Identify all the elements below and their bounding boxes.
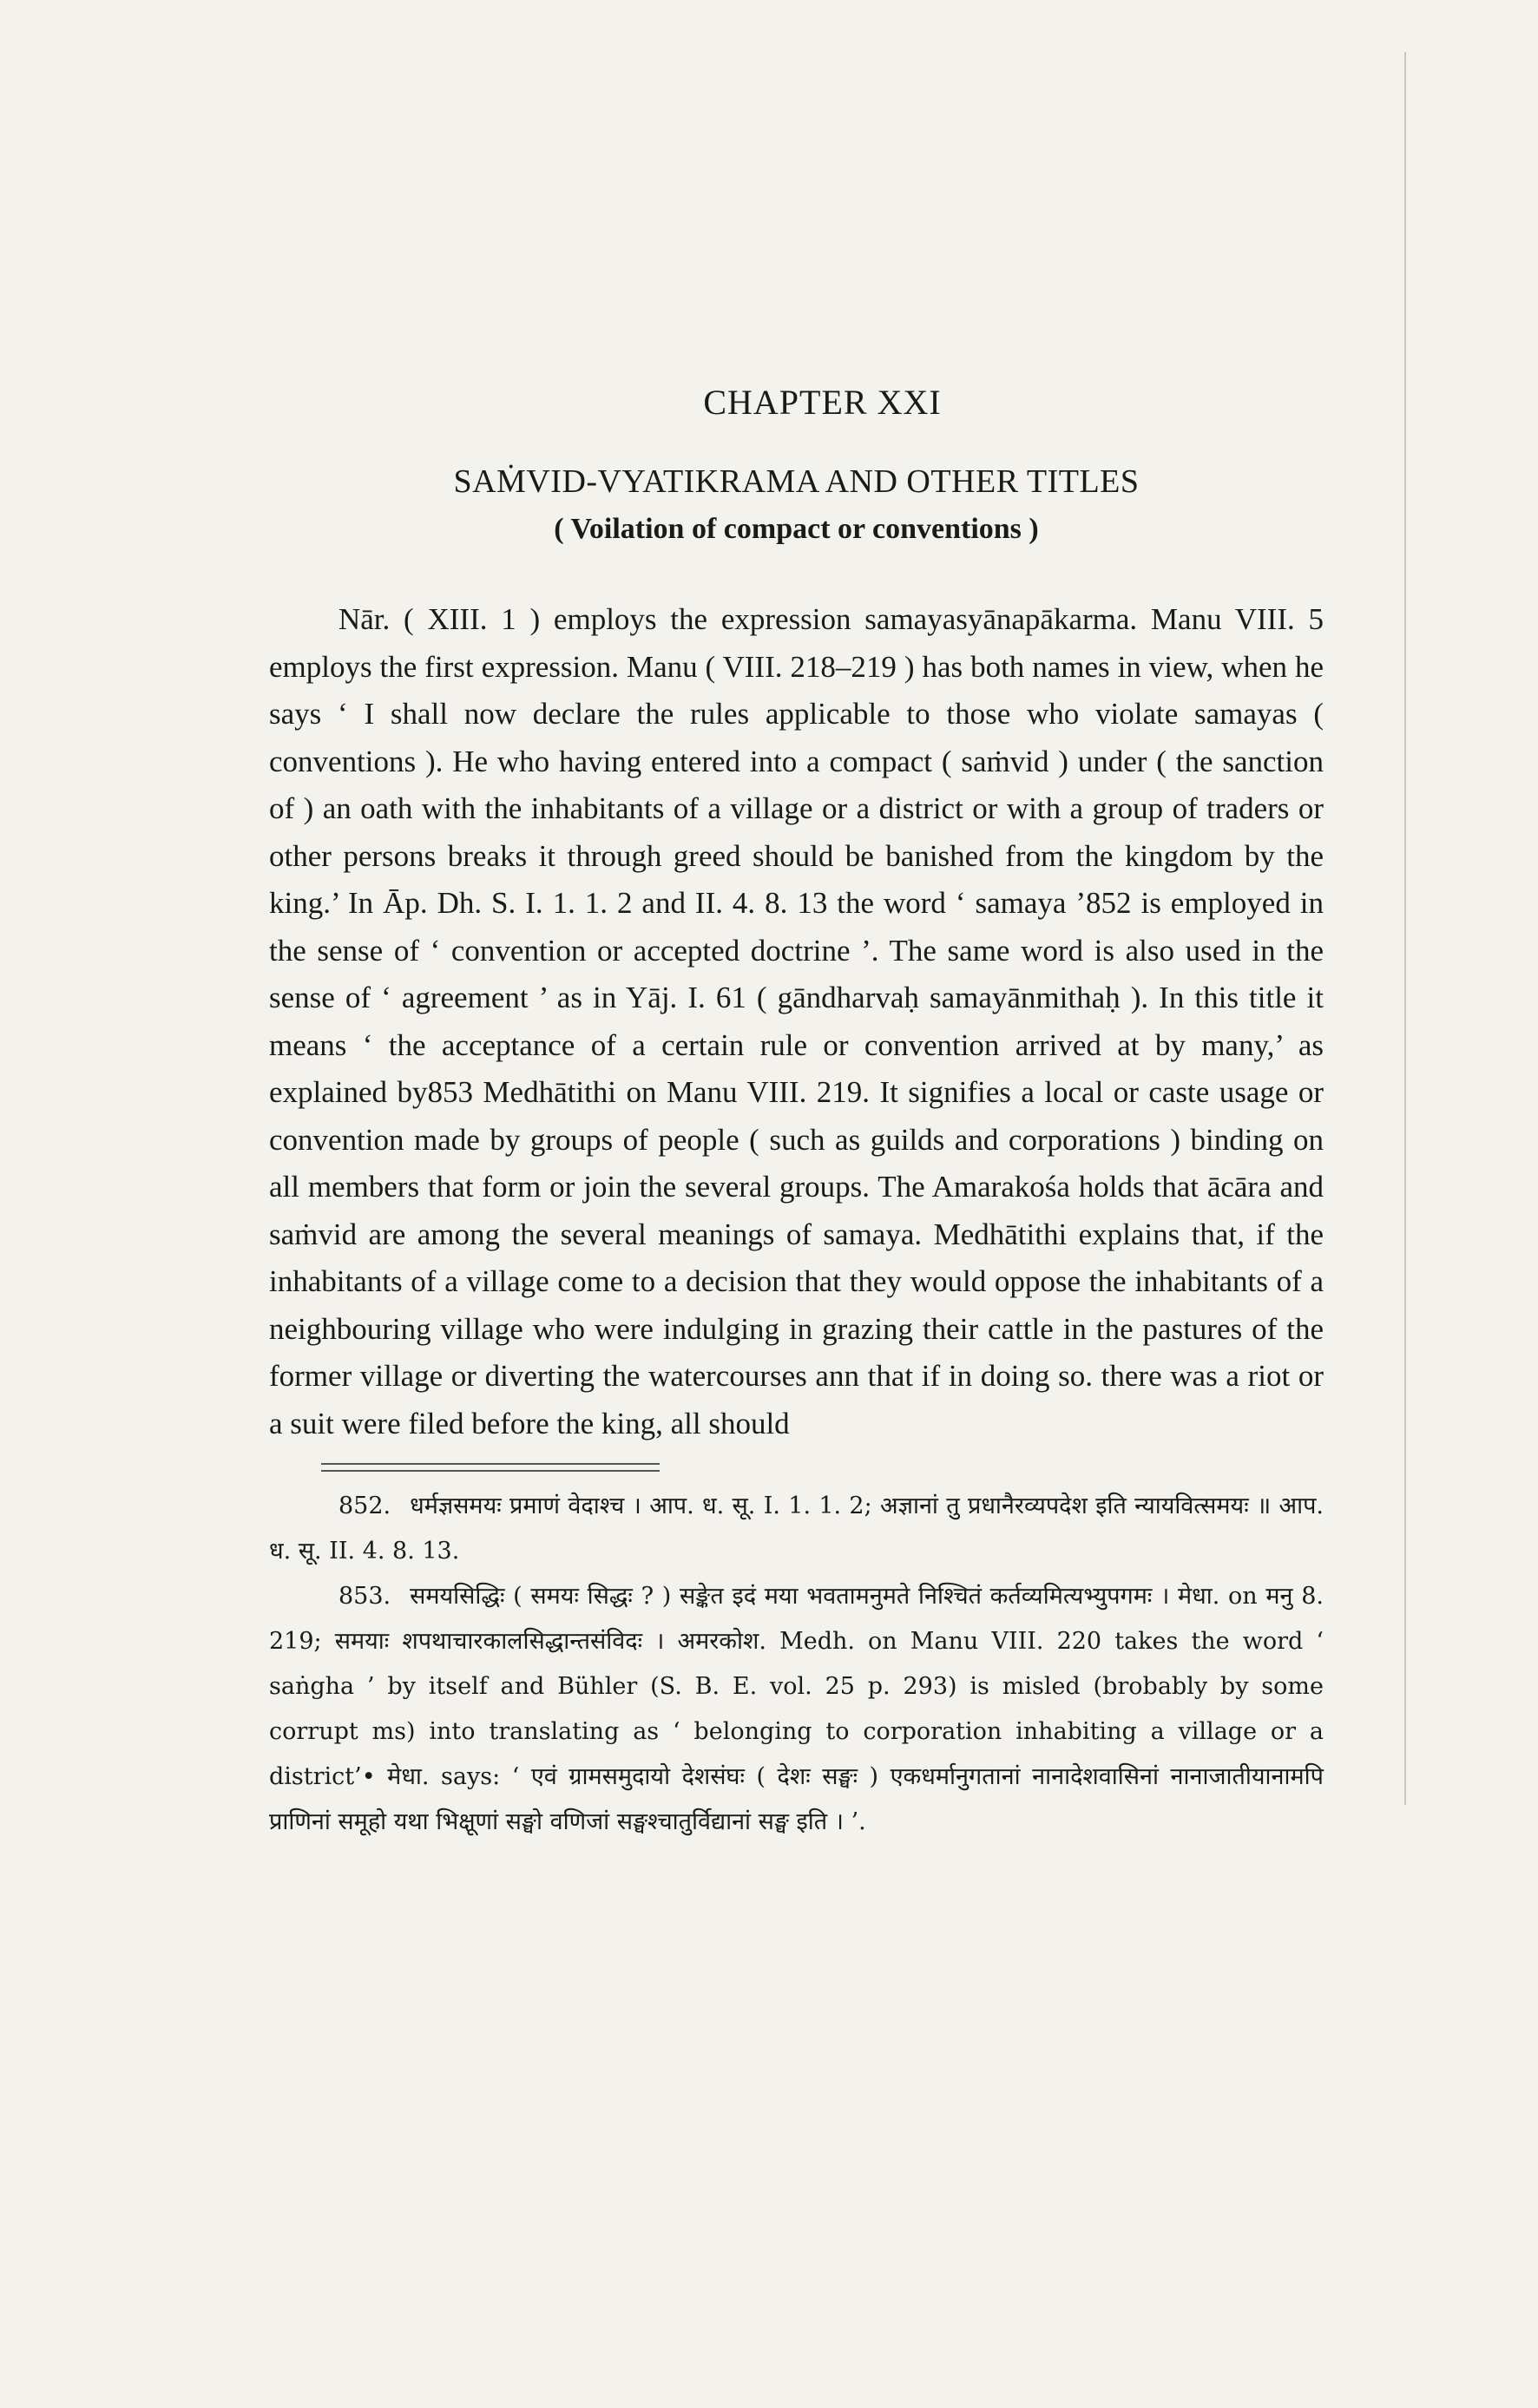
footnote-text: धर्मज्ञसमयः प्रमाणं वेदाश्च । आप. ध. सू. I. 1. 1. 2; अज्ञानां तु प्रधानैरव्यपदेश इति न्यायवित्समयः ॥ आप. ध. सू. II. 4. 8. 13. bbox=[269, 1493, 1324, 1565]
footnote-text: समयसिद्धिः ( समयः सिद्धः ? ) सङ्केत इदं मया भवतामनुमते निश्चितं कर्तव्यमित्यभ्युपगमः । मेधा. on मनु 8. 219; समयाः शपथाचारकालसिद्धान्तसंविदः । अमरकोश. Medh. on Manu VIII. 220 takes the word ‘ saṅgha ’ by itself and Bühler (S. B. E. vol. 25 p. 293) is misled (brobably by some corrupt ms) into translating as ‘ belonging to corporation inhabiting a village or a district’• मेधा. says: ‘ एवं ग्रामसमुदायो देशसंघः ( देशः सङ्घः ) एकधर्मानुगतानां नानादेशवासिनां नानाजातीयानामपि प्राणिनां समूहो यथा भिक्षूणां सङ्घो वणिजां सङ्घश्चातुर्विद्यानां सङ्घ इति । ’. bbox=[269, 1583, 1324, 1835]
footnote-number: 852. bbox=[338, 1493, 391, 1519]
book-page bbox=[269, 382, 1324, 1845]
chapter-heading: CHAPTER XXI bbox=[703, 383, 942, 422]
footnote-853 bbox=[269, 1574, 1324, 1845]
section-title: SAṀVID-VYATIKRAMA AND OTHER TITLES bbox=[453, 463, 1140, 500]
footnote-852 bbox=[269, 1484, 1324, 1574]
section-subtitle: ( Voilation of compact or conventions ) bbox=[554, 513, 1039, 545]
footnote-number: 853. bbox=[338, 1583, 391, 1610]
page-margin-rule bbox=[1404, 52, 1406, 1805]
footnote-divider bbox=[321, 1463, 660, 1472]
body-paragraph: Nār. ( XIII. 1 ) employs the expression samayasyānapākarma. Manu VIII. 5 employs the first expression. Manu ( VIII. 218–219 ) has both names in view, when he says ‘ I shall now declare the rules applicable to those who violate samayas ( conventions ). He who having entered into a compact ( saṁvid ) under ( the sanction of ) an oath with the inhabitants of a village or a district or with a group of traders or other persons breaks it through greed should be banished from the kingdom by the king.’ In Āp. Dh. S. I. 1. 1. 2 and II. 4. 8. 13 the word ‘ samaya ’852 is employed in the sense of ‘ convention or accepted doctrine ’. The same word is also used in the sense of ‘ agreement ’ as in Yāj. I. 61 ( gāndharvaḥ samayānmithaḥ ). In this title it means ‘ the acceptance of a certain rule or convention arrived at by many,’ as explained by853 Medhātithi on Manu VIII. 219. It signifies a local or caste usage or convention made by groups of people ( such as guilds and corporations ) binding on all members that form or join the several groups. The Amarakośa holds that ācāra and saṁvid are among the several meanings of samaya. Medhātithi explains that, if the inhabitants of a village come to a decision that they would oppose the inhabitants of a neighbouring village who were indulging in grazing their cattle in the pastures of the former village or diverting the watercourses ann that if in doing so. there was a riot or a suit were filed before the king, all should bbox=[269, 602, 1324, 1440]
